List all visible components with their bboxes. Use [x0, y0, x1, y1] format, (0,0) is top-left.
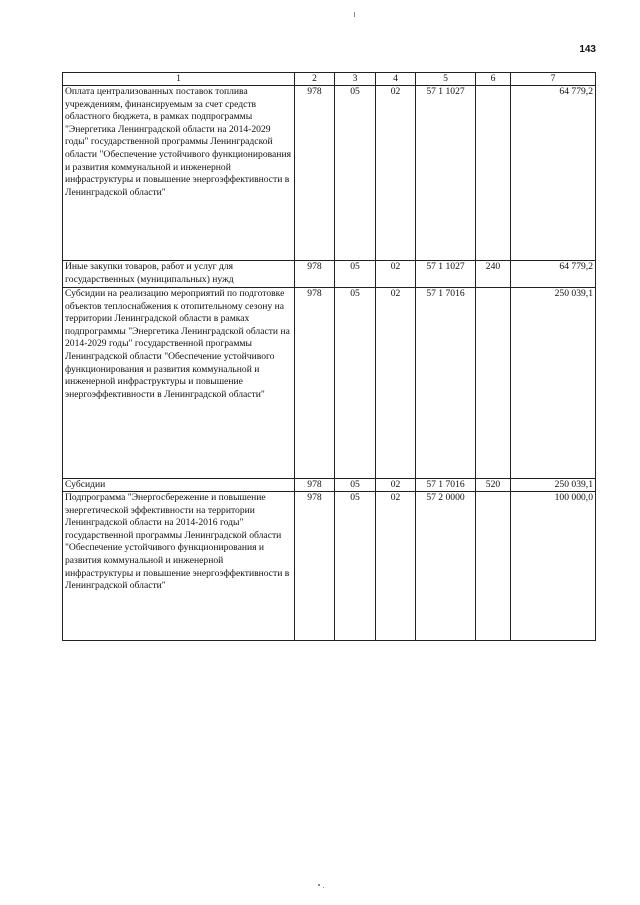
row-description: Субсидии — [63, 479, 295, 492]
ministry-code: 978 — [295, 492, 335, 641]
table-row — [63, 86, 596, 261]
target-article-code: 57 1 1027 — [416, 86, 476, 261]
column-header-1: 1 — [63, 73, 295, 86]
target-article-code: 57 1 7016 — [416, 479, 476, 492]
expense-type-code: 240 — [476, 261, 511, 288]
target-article-code: 57 1 1027 — [416, 261, 476, 288]
subsection-code: 02 — [376, 86, 416, 261]
page-number: 143 — [579, 44, 596, 55]
amount: 64 779,2 — [511, 261, 596, 288]
table-row — [63, 288, 596, 479]
ministry-code: 978 — [295, 288, 335, 479]
table-row — [63, 492, 596, 641]
target-article-code: 57 2 0000 — [416, 492, 476, 641]
ministry-code: 978 — [295, 86, 335, 261]
row-description: Оплата централизованных поставок топлива учреждениям, финансируемым за счет средств областного бюджета, в рамках подпрограммы "Энергетика Ленинградской области на 2014-2029 годы" государственной программы Ленинградской области "Обеспечение устойчивого функционирования и развития коммунальной и инженерной инфраструктуры и повышение энергоэффективности в Ленинградской области" — [63, 86, 295, 261]
scan-speck-top — [354, 12, 355, 17]
subsection-code: 02 — [376, 261, 416, 288]
expense-type-code: 520 — [476, 479, 511, 492]
expense-type-code — [476, 86, 511, 261]
ministry-code: 978 — [295, 261, 335, 288]
row-description: Подпрограмма "Энергосбережение и повышение энергетической эффективности на территории Ленинградской области на 2014-2016 годы" государственной программы Ленинградской области "Обеспечение устойчивого функционирования и развития коммунальной и инженерной инфраструктуры и повышение энергоэффективности в Ленинградской области" — [63, 492, 295, 641]
subsection-code: 02 — [376, 479, 416, 492]
amount: 250 039,1 — [511, 479, 596, 492]
column-header-6: 6 — [476, 73, 511, 86]
expense-type-code — [476, 492, 511, 641]
column-number-row — [63, 73, 596, 86]
section-code: 05 — [335, 288, 376, 479]
budget-table — [62, 72, 596, 641]
subsection-code: 02 — [376, 492, 416, 641]
column-header-5: 5 — [416, 73, 476, 86]
expense-type-code — [476, 288, 511, 479]
scan-speck-bottom-2 — [323, 887, 324, 888]
amount: 250 039,1 — [511, 288, 596, 479]
table-row — [63, 479, 596, 492]
section-code: 05 — [335, 261, 376, 288]
column-header-4: 4 — [376, 73, 416, 86]
row-description: Субсидии на реализацию мероприятий по подготовке объектов теплоснабжения к отопительному сезону на территории Ленинградской области в рамках подпрограммы "Энергетика Ленинградской области на 2014-2029 годы" государственной программы Ленинградской области "Обеспечение устойчивого функционирования и развития коммунальной и инженерной инфраструктуры и повышение энергоэффективности в Ленинградской области" — [63, 288, 295, 479]
section-code: 05 — [335, 492, 376, 641]
column-header-3: 3 — [335, 73, 376, 86]
scan-speck-bottom — [318, 884, 320, 886]
section-code: 05 — [335, 479, 376, 492]
table-row — [63, 261, 596, 288]
amount: 100 000,0 — [511, 492, 596, 641]
column-header-2: 2 — [295, 73, 335, 86]
subsection-code: 02 — [376, 288, 416, 479]
section-code: 05 — [335, 86, 376, 261]
row-description: Иные закупки товаров, работ и услуг для государственных (муниципальных) нужд — [63, 261, 295, 288]
target-article-code: 57 1 7016 — [416, 288, 476, 479]
amount: 64 779,2 — [511, 86, 596, 261]
column-header-7: 7 — [511, 73, 596, 86]
ministry-code: 978 — [295, 479, 335, 492]
